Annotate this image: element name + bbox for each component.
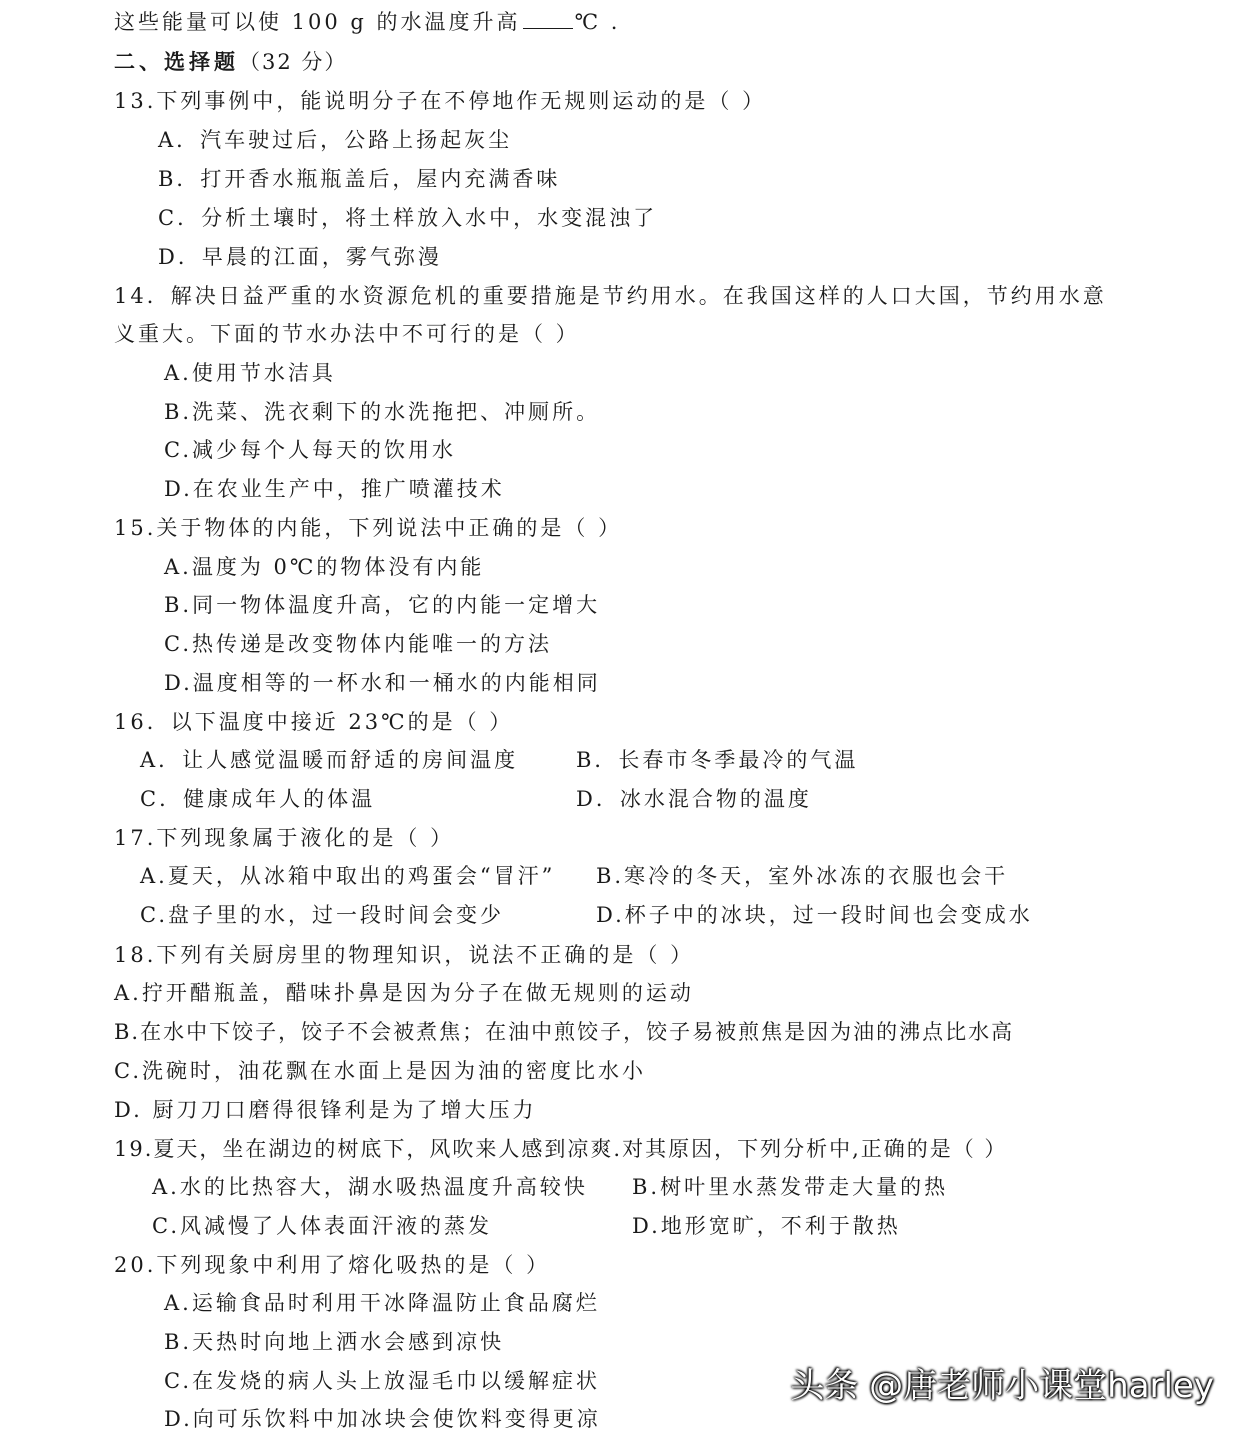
q15-stem: 15.关于物体的内能，下列说法中正确的是（ ）: [114, 516, 623, 540]
q16-options-row1: [140, 746, 1040, 774]
q19-option-d: D.地形宽旷，不利于散热: [632, 1214, 901, 1238]
q17-option-c: C.盘子里的水，过一段时间会变少: [140, 903, 504, 927]
intro-text-after: ℃ .: [574, 10, 621, 34]
q17-stem: 17.下列现象属于液化的是（ ）: [114, 826, 455, 850]
q13-option-a: A．汽车驶过后，公路上扬起灰尘: [158, 128, 513, 152]
watermark-text: 头条 @唐老师小课堂harley: [790, 1366, 1214, 1406]
q14-option-a: A.使用节水洁具: [164, 361, 336, 385]
section-score: （32 分）: [239, 50, 348, 74]
q13-stem: 13.下列事例中，能说明分子在不停地作无规则运动的是（ ）: [114, 89, 767, 113]
q17-option-b: B.寒冷的冬天，室外冰冻的衣服也会干: [596, 864, 1009, 888]
q19-options-row1: [152, 1173, 1052, 1201]
q18-option-d: D. 厨刀刀口磨得很锋利是为了增大压力: [114, 1098, 537, 1122]
q19-option-a: A.水的比热容大，湖水吸热温度升高较快: [152, 1175, 588, 1199]
q18-stem: 18.下列有关厨房里的物理知识，说法不正确的是（ ）: [114, 943, 695, 967]
q14-option-b: B.洗菜、洗衣剩下的水洗拖把、冲厕所。: [164, 400, 601, 424]
q20-stem: 20.下列现象中利用了熔化吸热的是（ ）: [114, 1253, 551, 1277]
section-title: 二、选择题: [114, 49, 239, 74]
q20-option-d: D.向可乐饮料中加冰块会使饮料变得更凉: [164, 1407, 601, 1431]
q17-options-row2: [140, 901, 1100, 929]
q13-option-d: D．早晨的江面，雾气弥漫: [158, 245, 442, 269]
q16-stem: 16．以下温度中接近 23℃的是（ ）: [114, 710, 514, 734]
q20-option-a: A.运输食品时利用干冰降温防止食品腐烂: [164, 1291, 600, 1315]
q13-option-c: C．分析土壤时，将土样放入水中，水变混浊了: [158, 206, 658, 230]
q19-option-b: B.树叶里水蒸发带走大量的热: [632, 1175, 949, 1199]
q19-options-row2: [152, 1212, 1052, 1240]
q17-option-d: D.杯子中的冰块，过一段时间也会变成水: [596, 903, 1033, 927]
q20-option-c: C.在发烧的病人头上放湿毛巾以缓解症状: [164, 1369, 600, 1393]
q18-option-c: C.洗碗时，油花飘在水面上是因为油的密度比水小: [114, 1059, 646, 1083]
q16-options-row2: [140, 785, 1040, 813]
q15-option-c: C.热传递是改变物体内能唯一的方法: [164, 632, 552, 656]
q16-option-a: A．让人感觉温暖而舒适的房间温度: [140, 748, 519, 772]
intro-text-before: 这些能量可以使 100 g 的水温度升高: [114, 10, 521, 34]
q17-option-a: A.夏天，从冰箱中取出的鸡蛋会“冒汗”: [140, 864, 556, 888]
q17-options-row1: [140, 862, 1100, 890]
q14-stem-line1: 14．解决日益严重的水资源危机的重要措施是节约用水。在我国这样的人口大国，节约用水意: [114, 284, 1107, 308]
q20-option-b: B.天热时向地上洒水会感到凉快: [164, 1330, 505, 1354]
answer-blank: [523, 10, 573, 29]
q15-option-b: B.同一物体温度升高，它的内能一定增大: [164, 593, 601, 617]
q18-option-b: B.在水中下饺子，饺子不会被煮焦；在油中煎饺子，饺子易被煎焦是因为油的沸点比水高: [114, 1020, 1015, 1044]
q14-option-c: C.减少每个人每天的饮用水: [164, 438, 456, 462]
q15-option-d: D.温度相等的一杯水和一桶水的内能相同: [164, 671, 601, 695]
q16-option-b: B．长春市冬季最冷的气温: [576, 748, 859, 772]
q16-option-d: D．冰水混合物的温度: [576, 787, 812, 811]
q15-option-a: A.温度为 0℃的物体没有内能: [164, 555, 485, 579]
q13-option-b: B．打开香水瓶瓶盖后，屋内充满香味: [158, 167, 561, 191]
q14-option-d: D.在农业生产中，推广喷灌技术: [164, 477, 505, 501]
q16-option-c: C．健康成年人的体温: [140, 787, 376, 811]
q14-stem-line2: 义重大。下面的节水办法中不可行的是（ ）: [114, 322, 580, 346]
intro-line: [114, 8, 620, 36]
q18-option-a: A.拧开醋瓶盖，醋味扑鼻是因为分子在做无规则的运动: [114, 981, 694, 1005]
q19-stem: 19.夏天，坐在湖边的树底下，风吹来人感到凉爽.对其原因，下列分析中,正确的是（ ）: [114, 1137, 1008, 1161]
q19-option-c: C.风减慢了人体表面汗液的蒸发: [152, 1214, 492, 1238]
section-heading: [114, 48, 347, 76]
